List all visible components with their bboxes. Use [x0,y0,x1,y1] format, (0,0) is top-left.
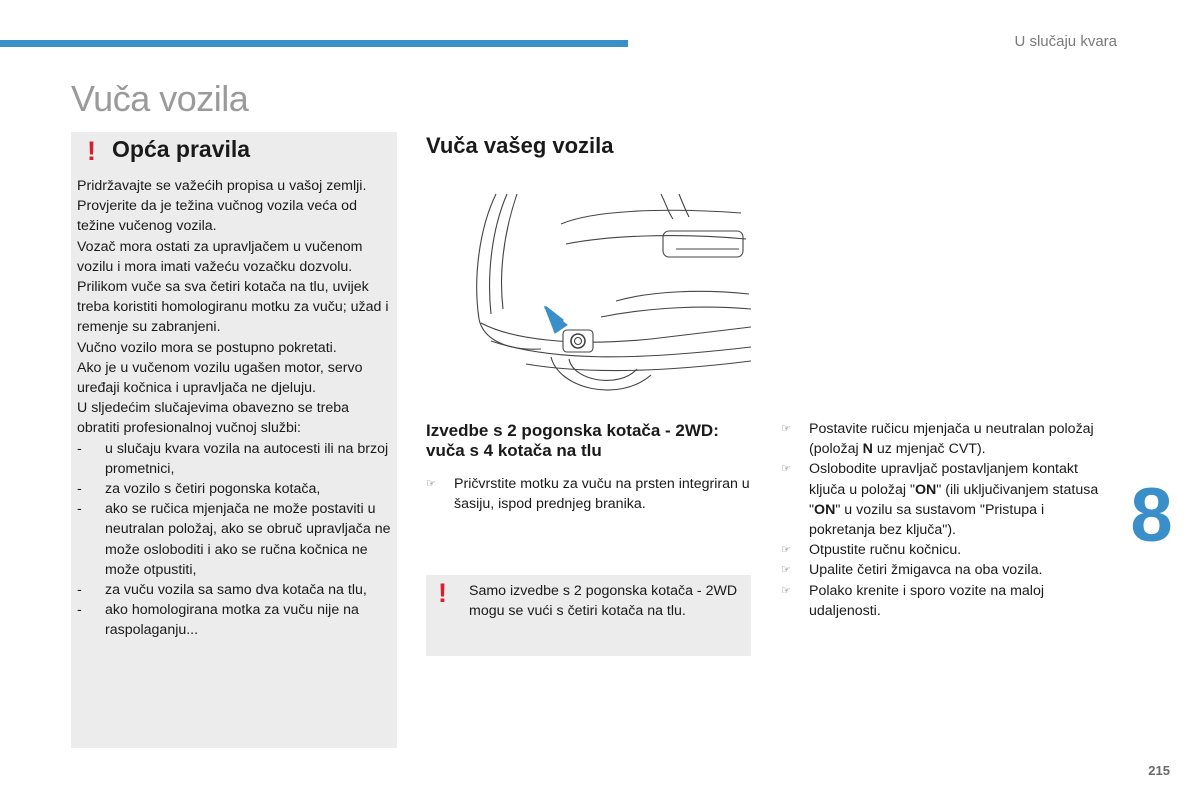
pointing-hand-icon: ☞ [781,423,791,435]
general-rules-title: Opća pravila [112,136,251,162]
rule-paragraph: Pridržavajte se važećih propisa u vašoj zemlji. [77,178,367,194]
step-text: Postavite ručicu mjenjača u neutralan položaj (položaj N uz mjenjač CVT). [809,421,1094,458]
step-text: Polako krenite i sporo vozite na maloj udaljenosti. [809,582,1045,619]
warning-note-box [426,575,751,656]
rule-paragraph: Prilikom vuče sa sva četiri kotača na tlu, uvijek treba koristiti homologiranu motku za vuču; užad i remenje su zabranjeni. [77,279,389,336]
list-item [781,540,1111,560]
variant-heading: Izvedbe s 2 pogonska kotača - 2WD: vuča s 4 kotača na tlu [426,421,719,460]
section-header: U slučaju kvara [1014,33,1117,50]
step-text: Oslobodite upravljač postavljanjem kontakt ključa u položaj "ON" (ili uključivanjem statusa "ON" u vozilu sa sustavom "Pristupa i pokretanja bez ključa"). [809,461,1099,539]
page-title: Vuča vozila [71,78,249,119]
attach-instructions [426,474,751,514]
instruction-text: Pričvrstite motku za vuču na prsten integriran u šasiju, ispod prednjeg branika. [454,476,750,513]
towing-section-title: Vuča vašeg vozila [426,133,614,158]
list-item [781,560,1111,580]
list-item [781,459,1111,540]
warning-exclamation-icon: ! [87,136,96,166]
general-rules-panel [71,132,397,748]
pointing-hand-icon: ☞ [781,584,791,597]
step-text: Upalite četiri žmigavca na oba vozila. [809,562,1043,579]
front-bumper-towing-eye-icon [451,189,751,401]
general-rules-body [77,176,393,641]
list-item [781,419,1111,459]
warning-note-text: Samo izvedbe s 2 pogonska kotača - 2WD mogu se vući s četiri kotača na tlu. [469,583,738,620]
rule-paragraph: Vučno vozilo mora se postupno pokretati. [77,339,337,356]
pointing-hand-icon: ☞ [426,478,436,490]
list-item: - u slučaju kvara vozila na autocesti ili na brzoj prometnici, [77,439,393,479]
chapter-number: 8 [1130,473,1173,558]
rule-paragraph: Ako je u vučenom vozilu ugašen motor, servo uređaji kočnica i upravljača ne djeluju. [77,359,363,397]
pointing-hand-icon: ☞ [781,544,791,557]
page-number: 215 [1148,763,1170,778]
towing-steps [781,419,1111,621]
list-item [781,581,1111,621]
pointing-hand-icon: ☞ [781,463,791,476]
step-text: Otpustite ručnu kočnicu. [809,542,962,559]
list-item [426,474,751,514]
rule-paragraph: Vozač mora ostati za upravljačem u vučenom vozilu i mora imati važeću vozačku dozvolu. [77,238,363,275]
list-item: - ako homologirana motka za vuču nije na raspolaganju... [77,600,393,640]
warning-exclamation-icon: ! [438,578,447,608]
list-item: - ako se ručica mjenjača ne može postaviti u neutralan položaj, ako se obruč upravljača ne može osloboditi i ako se ručna kočnica ne može otpustiti, [77,499,393,580]
rule-paragraph: Provjerite da je težina vučnog vozila veća od težine vučenog vozila. [77,198,357,235]
professional-service-list [77,439,393,641]
list-item: - za vuču vozila sa samo dva kotača na tlu, [77,580,393,600]
list-item: - za vozilo s četiri pogonska kotača, [77,479,393,499]
rule-paragraph: U sljedećim slučajevima obavezno se treba obratiti profesionalnoj vučnoj službi: [77,400,350,437]
pointing-hand-icon: ☞ [781,564,791,577]
header-accent-bar [0,40,628,47]
